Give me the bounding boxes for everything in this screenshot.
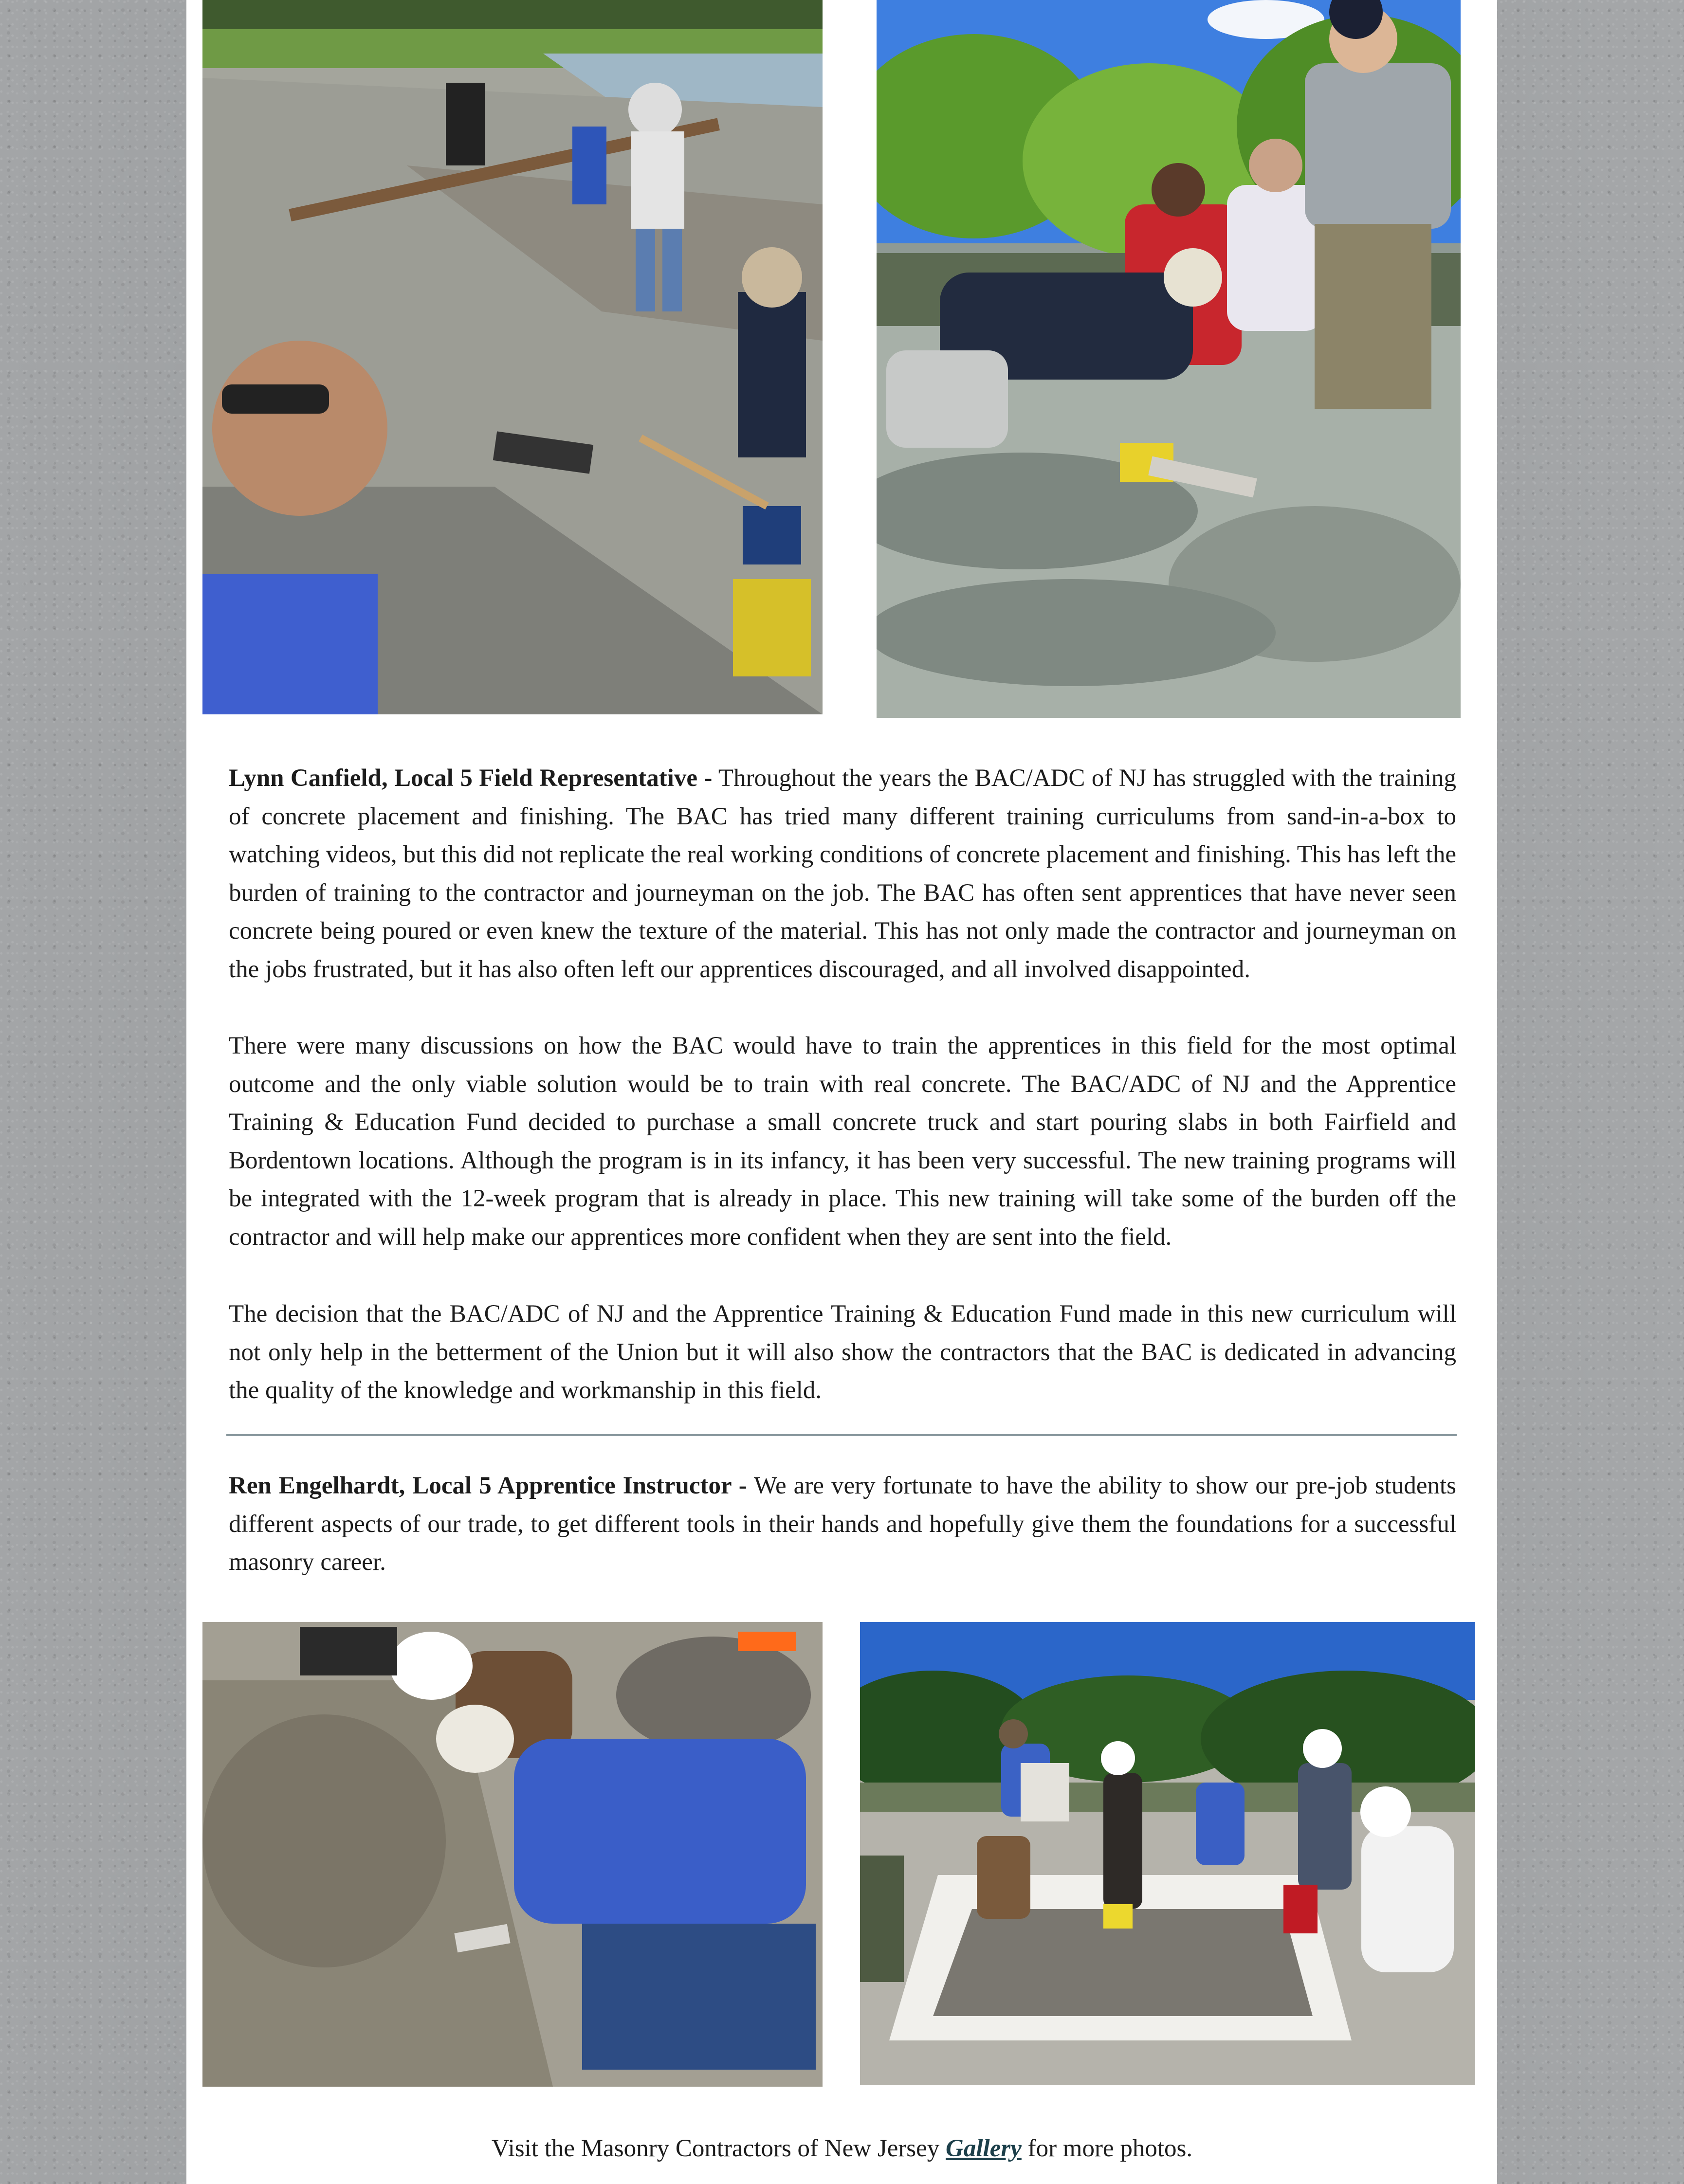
- engelhardt-byline: Ren Engelhardt, Local 5 Apprentice Instructor -: [229, 1472, 747, 1499]
- photo-finishing-demo: [877, 0, 1461, 718]
- canfield-byline: Lynn Canfield, Local 5 Field Representative -: [229, 764, 713, 792]
- gallery-note-text-before: Visit the Masonry Contractors of New Jersey: [491, 2135, 940, 2162]
- engelhardt-section: [229, 1467, 1456, 1582]
- gallery-note: [0, 2131, 1684, 2166]
- canfield-text-2: There were many discussions on how the BAC would have to train the apprentices in this field for the most optimal outcome and the only viable solution would be to train with real concrete. The BAC/ADC of NJ and the Apprentice Training & Education Fund decided to purchase a small concrete truck and start pouring slabs in both Fairfield and Bordentown locations. Although the program is in its infancy, it has been very successful. The new training programs will be integrated with the 12-week program that is already in place. This new training will take some of the burden off the contractor and will help make our apprentices more confident when they are sent into the field.: [229, 1032, 1456, 1251]
- canfield-paragraph-3: [229, 1295, 1456, 1410]
- gallery-link[interactable]: Gallery: [946, 2135, 1022, 2162]
- canfield-paragraph-1: [229, 759, 1456, 988]
- photo-edging-closeup: [202, 1622, 823, 2087]
- section-divider: [226, 1434, 1457, 1436]
- canfield-section: [229, 759, 1456, 988]
- engelhardt-text-1: We are very fortunate to have the ability to show our pre-job students different aspects of our trade, to get different tools in their hands and hopefully give them the foundations for a successful masonry career.: [229, 1472, 1456, 1576]
- photo-concrete-screeding: [202, 0, 823, 714]
- gallery-note-text-after: for more photos.: [1027, 2135, 1193, 2162]
- photo-group-slab: [860, 1622, 1475, 2085]
- canfield-text-3: The decision that the BAC/ADC of NJ and the Apprentice Training & Education Fund made in this new curriculum will not only help in the betterment of the Union but it will also show the contractors that the BAC is dedicated in advancing the quality of the knowledge and workmanship in this field.: [229, 1300, 1456, 1404]
- canfield-paragraph-2: [229, 1027, 1456, 1256]
- engelhardt-paragraph-1: [229, 1467, 1456, 1582]
- canfield-text-1: Throughout the years the BAC/ADC of NJ has struggled with the training of concrete placement and finishing. The BAC has tried many different training curriculums from sand-in-a-box to watching videos, but this did not replicate the real working conditions of concrete placement and finishing. This has left the burden of training to the contractor and journeyman on the job. The BAC has often sent apprentices that have never seen concrete being poured or even knew the texture of the material. This has not only made the contractor and journeyman on the jobs frustrated, but it has also often left our apprentices discouraged, and all involved disappointed.: [229, 764, 1456, 983]
